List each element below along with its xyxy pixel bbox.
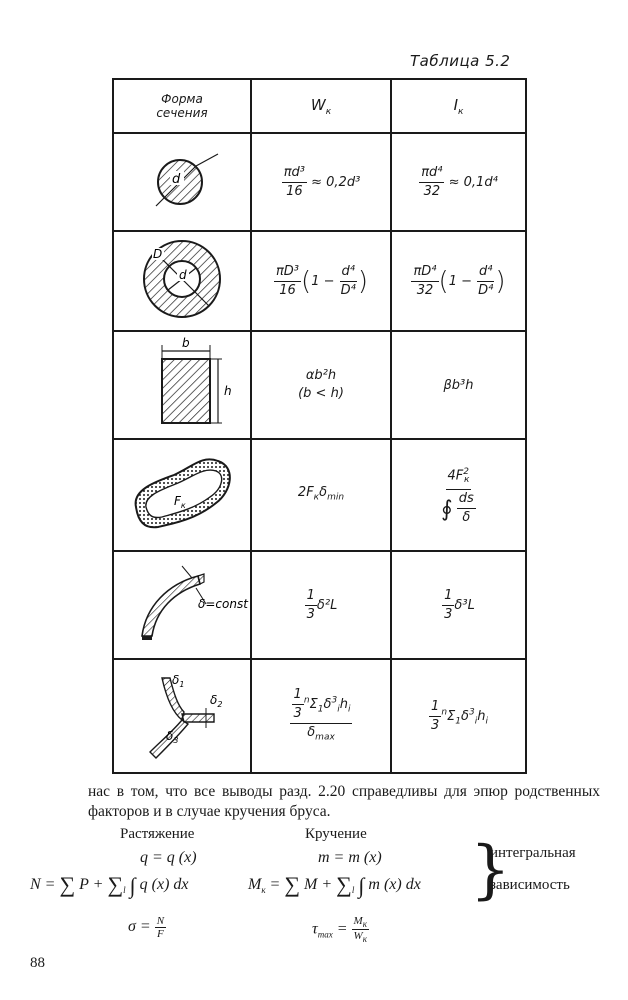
w1-rest: ≈ 0,2d³	[311, 174, 361, 190]
w4-rest-sub: min	[327, 492, 345, 503]
figure-rectangle	[113, 331, 251, 439]
label-d: d	[172, 171, 181, 187]
header-wk	[251, 79, 391, 133]
i1-den: 32	[423, 183, 441, 199]
w2-den: 16	[279, 282, 296, 298]
header-shape	[113, 79, 251, 133]
i4-den-den: δ	[462, 510, 471, 526]
eq-tau-den-sub: к	[362, 934, 367, 945]
w4-sub: к	[313, 492, 320, 503]
eq-Mk-M: M	[248, 876, 262, 893]
i5-rest: δ³L	[454, 597, 475, 613]
table-row	[113, 133, 526, 231]
side-note-1: интегральная	[490, 845, 576, 861]
figure-solid-circle	[113, 133, 251, 231]
eq-sigma-num: N	[156, 915, 165, 927]
paragraph: нас в том, что все выводы разд. 2.20 справедливы для эпюр родственных факторов и в случае кручения бруса.	[88, 783, 600, 820]
i3-formula: βb³h	[443, 377, 474, 393]
label-D: D	[153, 246, 163, 261]
heading-tension: Растяжение	[120, 826, 195, 842]
cell-wk-2: $\frac{\text{πD³}}{16}$ (1 − $\frac{\text{d⁴}}{\text{D⁴}}$ )	[251, 231, 391, 331]
eq-N-lhs: N =	[30, 876, 56, 893]
figure-composite-open	[113, 659, 251, 773]
w6-top-num: 1	[292, 686, 304, 705]
eq-m: m = m (x)	[318, 849, 382, 866]
sum-symbol-4: ∑	[336, 872, 352, 897]
table-row	[113, 231, 526, 331]
side-note-2: зависимость	[490, 877, 570, 893]
eq-tau-lhs: τ	[312, 920, 318, 938]
w6-rest: δ	[323, 696, 332, 712]
right-brace-icon: }	[470, 833, 511, 907]
w6-rest2: h	[339, 696, 348, 712]
i6-sum-lower: 1	[455, 716, 461, 727]
w6-sum-lower: 1	[317, 704, 324, 715]
w6-sum: Σ	[309, 696, 318, 712]
label-delta2: $\delta_2$	[210, 692, 223, 709]
ring-figure	[122, 234, 242, 324]
w5-rest: δ²L	[316, 597, 338, 613]
rectangle-figure	[122, 335, 242, 431]
heading-torsion: Кручение	[305, 826, 367, 842]
label-delta-const: δ=const	[198, 596, 248, 611]
table-row	[113, 659, 526, 773]
label-b: b	[182, 335, 190, 350]
header-ik	[391, 79, 526, 133]
eq-tau-sub: max	[317, 929, 333, 940]
eq-tau-num-sub: к	[362, 919, 367, 930]
eq-Mk-rest: m (x) dx	[368, 876, 421, 893]
eq-Mk-eq: =	[269, 876, 281, 893]
eq-Mk-sub: к	[261, 885, 266, 896]
label-d-inner: d	[179, 267, 187, 282]
w1-num: πd³	[282, 164, 307, 183]
solid-circle-figure	[122, 140, 242, 220]
page-number: 88	[30, 955, 45, 971]
i5-den: 3	[444, 606, 453, 622]
header-ik-symbol: I	[453, 95, 458, 114]
i2-num: πD⁴	[411, 263, 438, 282]
i1-rest: ≈ 0,1d⁴	[448, 174, 498, 190]
eq-N-sub: l	[123, 885, 126, 896]
header-wk-symbol: W	[310, 95, 326, 114]
i5-num: 1	[442, 587, 454, 606]
cell-ik-1	[391, 133, 526, 231]
w6-bottom-sub: max	[315, 732, 335, 743]
i6-rest2-sub: i	[485, 716, 488, 727]
i6-sum-upper: n	[441, 707, 448, 718]
cell-ik-2: $\frac{\text{πD⁴}}{32}$ (1 − $\frac{\text{d⁴}}{\text{D⁴}}$ )	[391, 231, 526, 331]
eq-N-P: P +	[79, 876, 104, 893]
eq-Mk	[248, 872, 421, 899]
i1-num: πd⁴	[419, 164, 444, 183]
i6-rest-sup: 3	[468, 707, 475, 718]
i4-num: 4F	[447, 467, 464, 483]
i2-open: 1 −	[448, 273, 472, 289]
composite-section-figure	[122, 664, 242, 764]
label-h: h	[224, 383, 232, 398]
table-caption: Таблица 5.2	[410, 52, 511, 70]
i2-in-num: d⁴	[477, 263, 494, 282]
w6-sum-upper: n	[303, 695, 310, 706]
cell-ik-6	[391, 659, 526, 773]
i2-in-den: D⁴	[478, 282, 494, 298]
eq-N	[30, 872, 189, 899]
w3-line1: αb²h	[305, 368, 337, 383]
cell-wk-1	[251, 133, 391, 231]
eq-q: q = q (x)	[140, 849, 197, 866]
w4-rest: δ	[319, 485, 328, 501]
w6-top-den: 3	[293, 705, 302, 721]
table-row	[113, 551, 526, 659]
figure-ring	[113, 231, 251, 331]
w6-bottom: δ	[307, 724, 316, 740]
open-arc-figure	[122, 558, 248, 648]
i6-rest: δ	[460, 708, 469, 724]
table-header-row	[113, 79, 526, 133]
cell-wk-3	[251, 331, 391, 439]
label-fk: $F_к$	[174, 493, 186, 510]
sum-symbol-2: ∑	[107, 872, 124, 897]
eq-Mk-Mp: M +	[304, 876, 333, 893]
cell-wk-5	[251, 551, 391, 659]
w2-open: 1 −	[311, 273, 335, 289]
w1-den: 16	[286, 183, 303, 199]
w2-in-den: D⁴	[340, 282, 356, 298]
torsion-table	[112, 78, 527, 774]
w6-rest-sub: i	[337, 704, 340, 715]
w2-in-num: d⁴	[340, 263, 357, 282]
w3-line2: (b < h)	[298, 386, 344, 401]
i6-num: 1	[429, 698, 441, 717]
label-delta3: $\delta_3$	[166, 728, 179, 745]
i4-num-sub: к	[464, 475, 470, 486]
integral-symbol-1: ∫	[129, 873, 136, 898]
w5-den: 3	[306, 606, 315, 622]
sum-symbol-1: ∑	[59, 872, 76, 897]
w5-num: 1	[305, 587, 317, 606]
i6-rest2: h	[477, 708, 486, 724]
table-row	[113, 331, 526, 439]
eq-N-rest: q (x) dx	[139, 876, 189, 893]
header-shape-line1: Форма	[161, 92, 203, 106]
cell-wk-6	[251, 659, 391, 773]
label-delta1: $\delta_1$	[172, 672, 185, 689]
integral-symbol-2: ∫	[358, 873, 365, 898]
cell-ik-4	[391, 439, 526, 551]
cell-wk-4	[251, 439, 391, 551]
header-shape-line2: сечения	[156, 106, 208, 120]
i4-num-sup: 2	[463, 466, 470, 477]
w4-base: 2F	[297, 485, 314, 501]
header-ik-sub: к	[458, 106, 464, 117]
eq-tau-num: M	[353, 915, 363, 927]
i6-den: 3	[431, 717, 440, 733]
figure-closed-thin-wall	[113, 439, 251, 551]
i6-rest-sub: i	[474, 716, 478, 727]
header-wk-sub: к	[325, 106, 332, 117]
eq-sigma-lhs: σ =	[128, 918, 151, 936]
i4-den-num: ds	[457, 490, 476, 509]
eq-sigma-den: F	[156, 928, 164, 940]
w6-rest-sup: 3	[331, 695, 338, 706]
eq-sigma	[128, 915, 166, 940]
eq-tau	[312, 915, 369, 944]
i2-den: 32	[416, 282, 434, 298]
eq-tau-den: W	[353, 930, 363, 943]
cell-ik-3	[391, 331, 526, 439]
eq-Mk-l: l	[351, 885, 355, 896]
w6-rest2-sub: i	[347, 704, 351, 715]
oint-symbol: ∮	[441, 497, 453, 523]
eq-tau-eq: =	[336, 920, 348, 938]
w2-num: πD³	[274, 263, 301, 282]
closed-section-figure	[122, 445, 242, 541]
cell-ik-5	[391, 551, 526, 659]
figure-open-thin-wall	[113, 551, 251, 659]
table-row	[113, 439, 526, 551]
sum-symbol-3: ∑	[284, 872, 301, 897]
i6-sum: Σ	[447, 708, 456, 724]
